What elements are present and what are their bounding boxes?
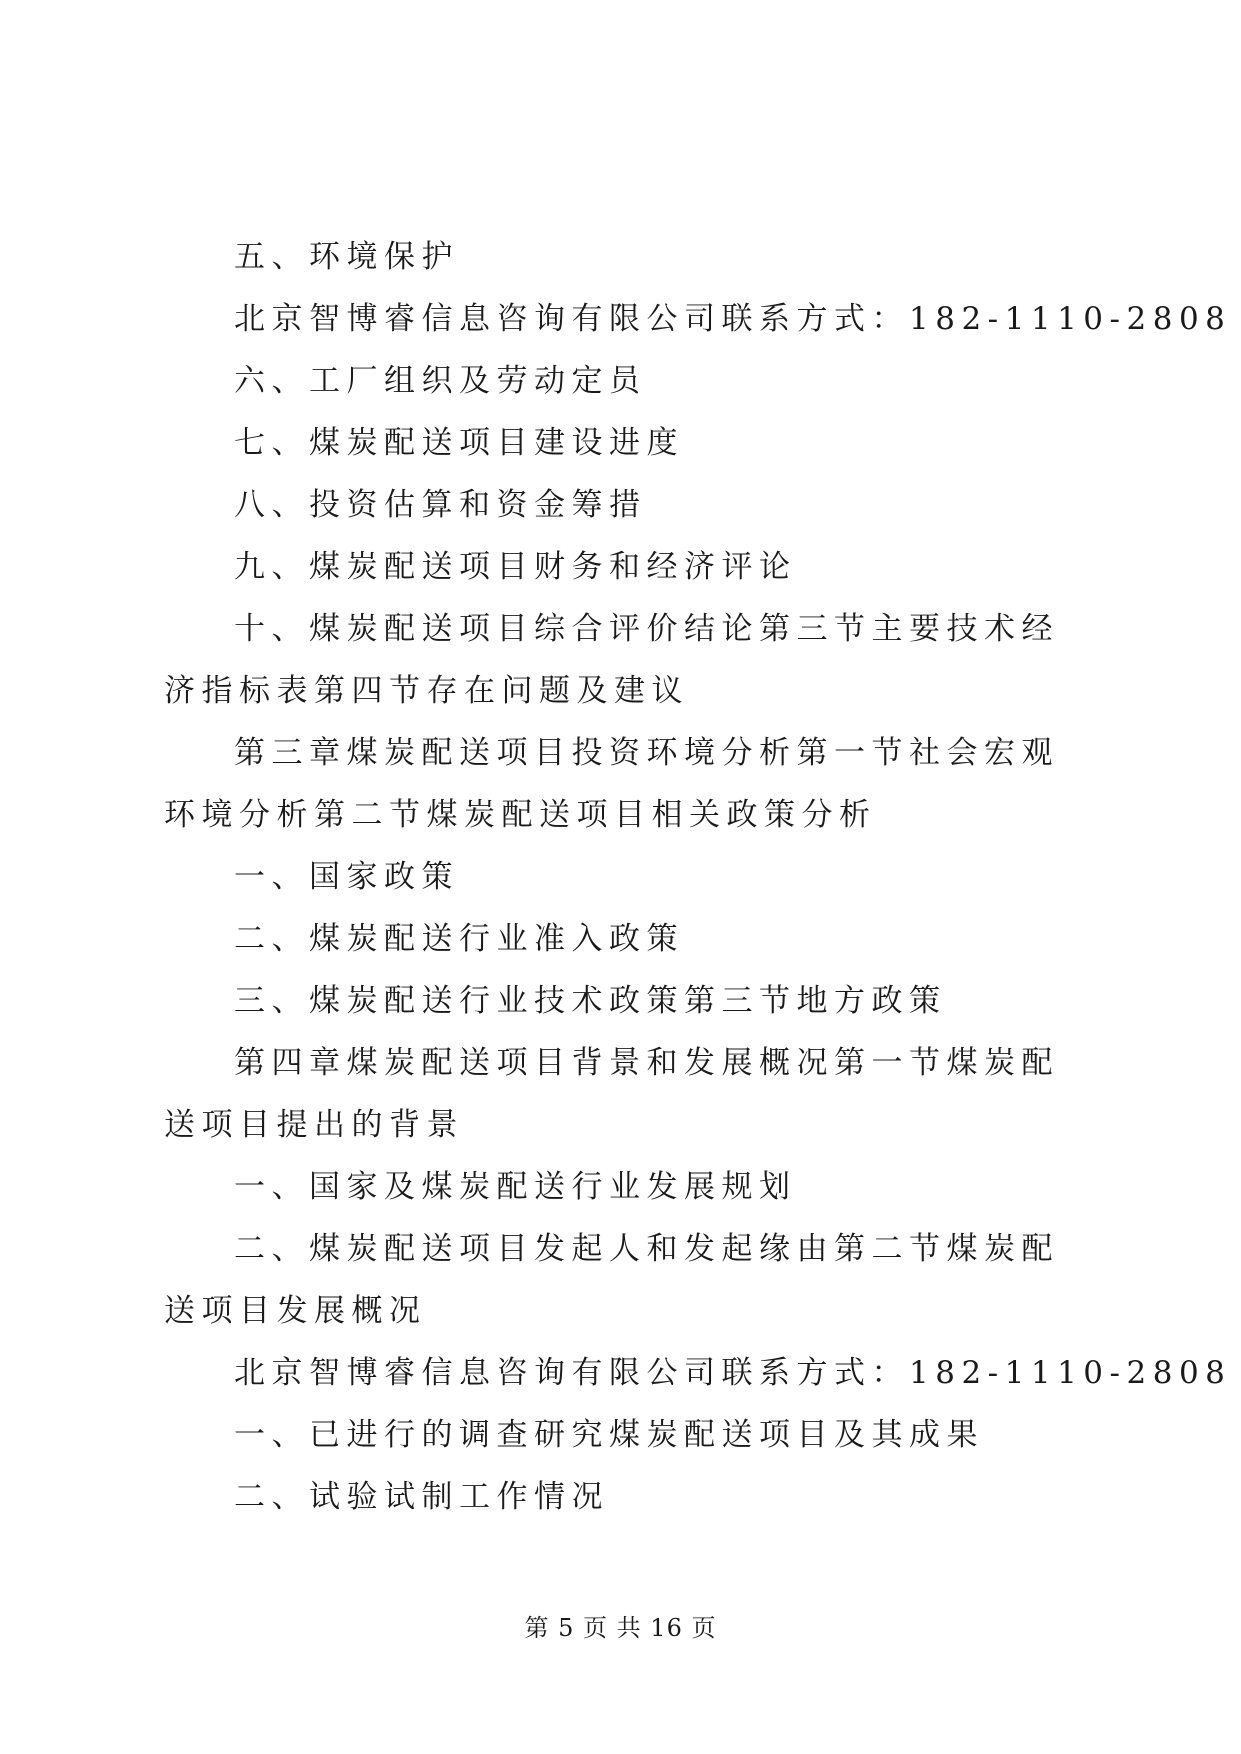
page-number: 第 5 页 共 16 页	[524, 1614, 717, 1642]
paragraph-initiator: 二、煤炭配送项目发起人和发起缘由第二节煤炭配送项目发展概况	[164, 1231, 1059, 1329]
paragraph-env-protection: 五、环境保护	[234, 239, 459, 275]
paragraph-organization: 六、工厂组织及劳动定员	[234, 363, 647, 399]
paragraph-access-policy: 二、煤炭配送行业准入政策	[234, 921, 684, 957]
paragraph-development-plan: 一、国家及煤炭配送行业发展规划	[234, 1169, 797, 1205]
paragraph-schedule: 七、煤炭配送项目建设进度	[234, 425, 684, 461]
paragraph-chapter-three: 第三章煤炭配送项目投资环境分析第一节社会宏观环境分析第二节煤炭配送项目相关政策分析	[164, 735, 1059, 833]
paragraph-contact: 北京智博睿信息咨询有限公司联系方式：182-1110-2808	[234, 301, 1232, 337]
document-body	[164, 226, 1232, 1528]
paragraph-national-policy: 一、国家政策	[234, 859, 459, 895]
paragraph-finance: 九、煤炭配送项目财务和经济评论	[234, 549, 797, 585]
paragraph-conclusion: 十、煤炭配送项目综合评价结论第三节主要技术经济指标表第四节存在问题及建议	[164, 611, 1059, 709]
paragraph-chapter-four: 第四章煤炭配送项目背景和发展概况第一节煤炭配送项目提出的背景	[164, 1045, 1059, 1143]
paragraph-investment: 八、投资估算和资金筹措	[234, 487, 647, 523]
paragraph-tech-policy: 三、煤炭配送行业技术政策第三节地方政策	[234, 983, 947, 1019]
paragraph-contact-2: 北京智博睿信息咨询有限公司联系方式：182-1110-2808	[234, 1355, 1232, 1391]
paragraph-trial: 二、试验试制工作情况	[234, 1479, 609, 1515]
paragraph-research: 一、已进行的调查研究煤炭配送项目及其成果	[234, 1417, 984, 1453]
